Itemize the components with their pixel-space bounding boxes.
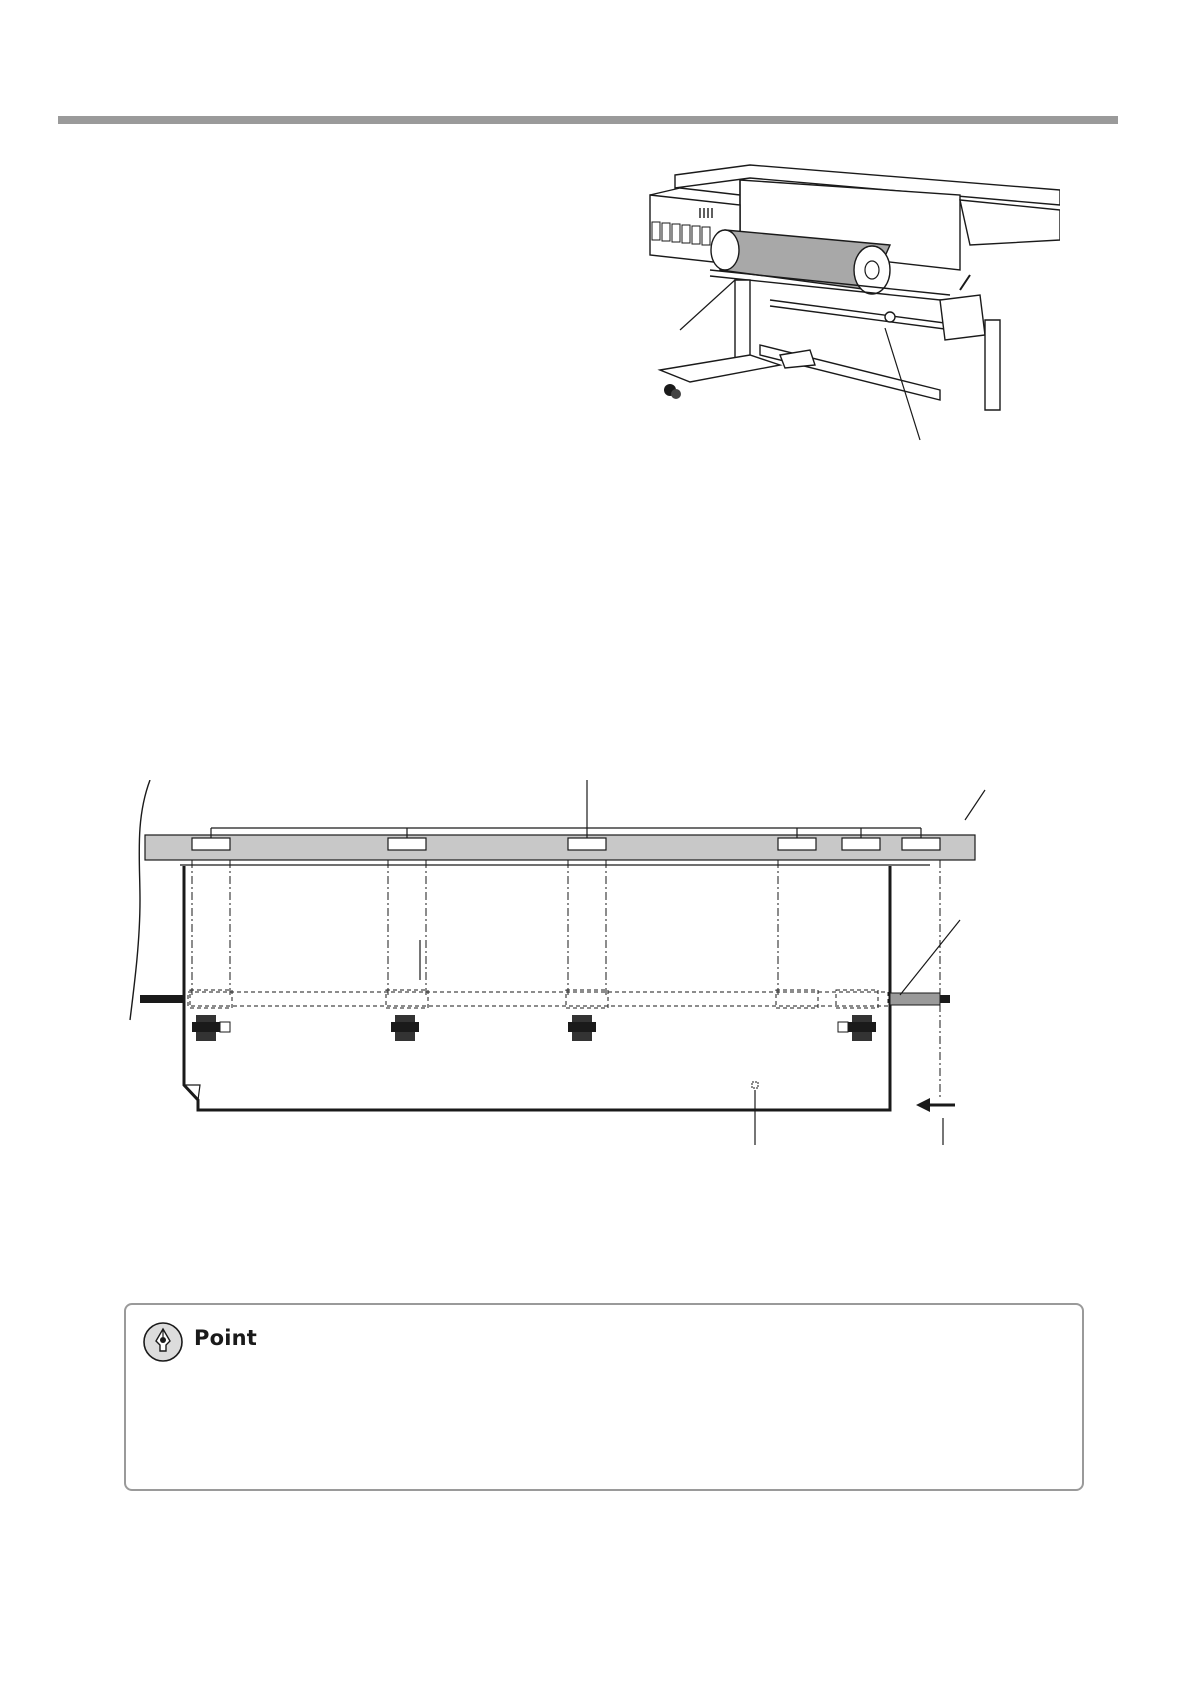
take-up-bar bbox=[770, 300, 960, 331]
roller-shaft bbox=[140, 992, 950, 1006]
projection-lines bbox=[192, 860, 940, 1100]
header-rule bbox=[58, 116, 1118, 124]
roll-end-left bbox=[711, 230, 739, 270]
pen-nib-icon bbox=[142, 1321, 184, 1363]
media-sheet bbox=[184, 866, 890, 1110]
roll-holder-right bbox=[940, 295, 985, 340]
leader-bracket bbox=[211, 780, 985, 838]
sensor-mark bbox=[752, 1082, 758, 1088]
caster-wheels bbox=[664, 384, 681, 399]
printer-illustration bbox=[640, 150, 1060, 450]
insert-arrow bbox=[916, 1098, 955, 1112]
shaft-segments bbox=[190, 990, 878, 1008]
point-label: Point bbox=[194, 1326, 258, 1350]
point-box bbox=[124, 1303, 1084, 1491]
media-torn-edge bbox=[130, 780, 150, 1020]
media-setup-diagram bbox=[110, 780, 990, 1160]
grit-rollers bbox=[192, 1015, 876, 1041]
